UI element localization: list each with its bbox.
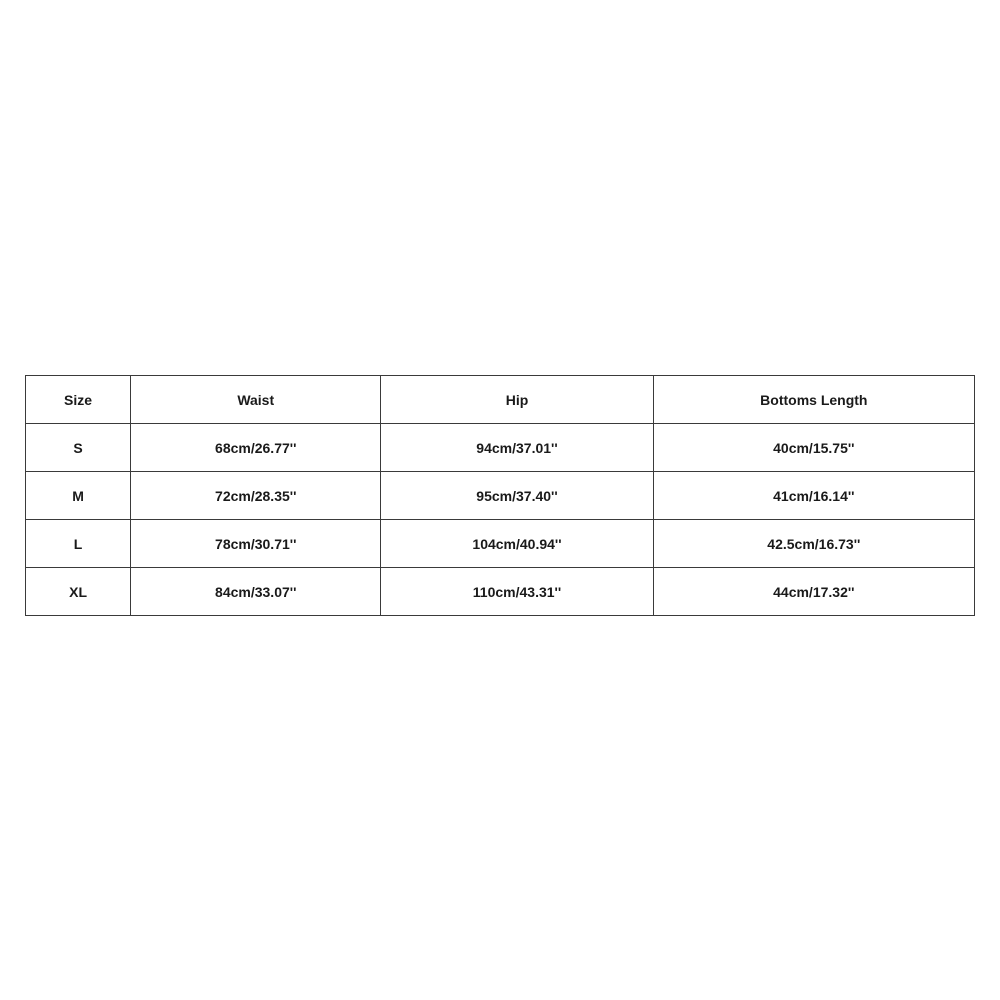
cell-bottoms-length: 42.5cm/16.73'' <box>653 520 974 568</box>
table-row <box>26 472 975 520</box>
table-header-row <box>26 376 975 424</box>
cell-bottoms-length: 40cm/15.75'' <box>653 424 974 472</box>
header-hip: Hip <box>381 376 653 424</box>
cell-waist: 78cm/30.71'' <box>131 520 381 568</box>
table-row <box>26 520 975 568</box>
cell-waist: 84cm/33.07'' <box>131 568 381 616</box>
cell-hip: 110cm/43.31'' <box>381 568 653 616</box>
cell-size: L <box>26 520 131 568</box>
cell-bottoms-length: 44cm/17.32'' <box>653 568 974 616</box>
header-waist: Waist <box>131 376 381 424</box>
cell-size: XL <box>26 568 131 616</box>
cell-size: M <box>26 472 131 520</box>
header-size: Size <box>26 376 131 424</box>
cell-waist: 68cm/26.77'' <box>131 424 381 472</box>
header-bottoms-length: Bottoms Length <box>653 376 974 424</box>
cell-waist: 72cm/28.35'' <box>131 472 381 520</box>
cell-hip: 95cm/37.40'' <box>381 472 653 520</box>
table-row <box>26 424 975 472</box>
size-chart-table <box>25 375 975 616</box>
cell-size: S <box>26 424 131 472</box>
table-row <box>26 568 975 616</box>
cell-hip: 94cm/37.01'' <box>381 424 653 472</box>
cell-hip: 104cm/40.94'' <box>381 520 653 568</box>
cell-bottoms-length: 41cm/16.14'' <box>653 472 974 520</box>
